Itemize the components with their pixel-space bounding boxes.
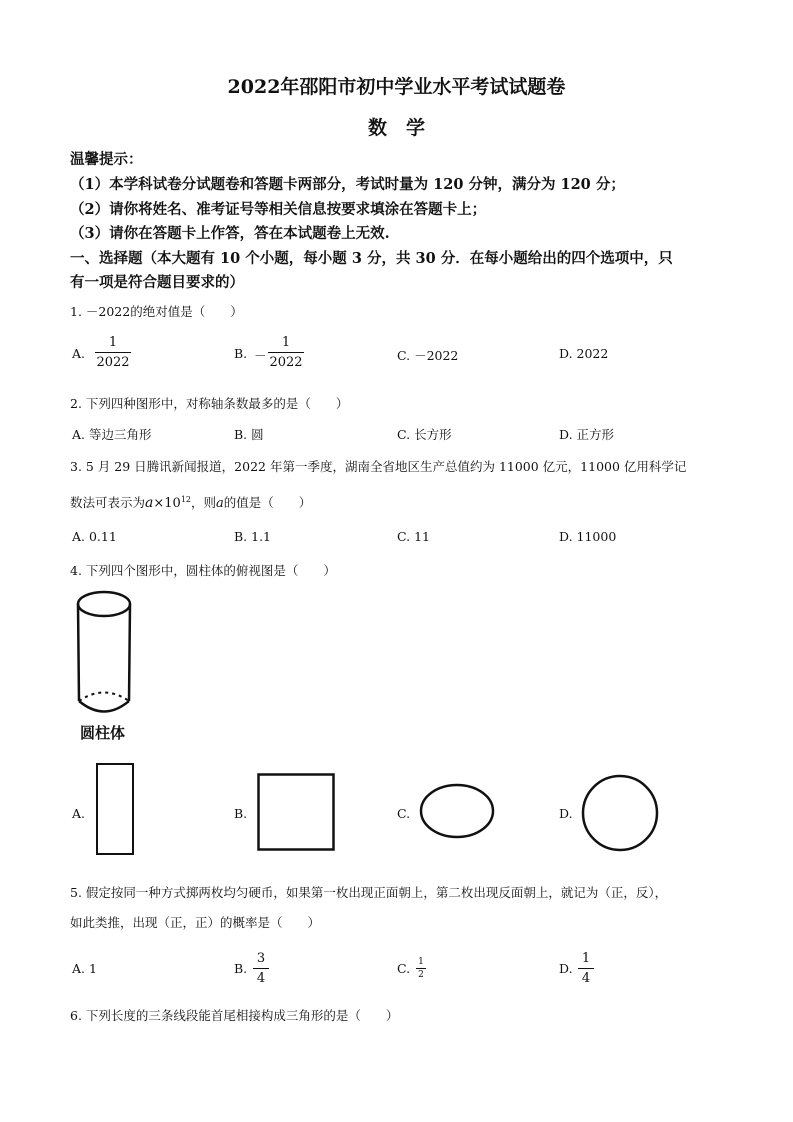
- q6-stem: 6. 下列长度的三条线段能首尾相接构成三角形的是（ ）: [70, 1008, 399, 1023]
- q5-option-d-fraction: [578, 950, 594, 987]
- q1-option-b-denominator: 2022: [269, 355, 303, 370]
- q3-exponent: 12: [180, 494, 191, 504]
- q5-option-b-numerator: 3: [256, 951, 266, 966]
- q1-option-a-label: A.: [72, 346, 86, 361]
- q5-option-c-label: C.: [397, 961, 411, 976]
- q1-option-d: D. 2022: [559, 346, 609, 361]
- q5-option-d-denominator: 4: [581, 971, 591, 986]
- q3-option-d: D. 11000: [559, 529, 617, 544]
- q1-option-b-fraction: [268, 334, 304, 371]
- q5-option-b-label: B.: [234, 961, 248, 976]
- q1-option-a-fraction: [95, 334, 131, 371]
- cylinder-caption: 圆柱体: [80, 724, 126, 742]
- q3-var-a: a: [145, 495, 154, 511]
- exam-title: 2022年邵阳市初中学业水平考试试题卷: [227, 76, 566, 98]
- q4-option-c-label: C.: [397, 806, 411, 821]
- q3-stem-pre: 数法可表示为: [70, 495, 146, 510]
- q4-option-b-square: [257, 773, 337, 853]
- q3-stem-post: 的值是（ ）: [223, 495, 312, 510]
- section-heading-line1: 一、选择题（本大题有 10 个小题，每小题 3 分，共 30 分．在每小题给出的四个选项中，只: [70, 250, 673, 267]
- q5-option-c-denominator: 2: [418, 970, 424, 980]
- q5-option-d-numerator: 1: [581, 951, 591, 966]
- tips-heading: 温馨提示：: [70, 151, 143, 168]
- q4-option-d-label: D.: [559, 806, 573, 821]
- q3-option-b: B. 1.1: [234, 529, 272, 544]
- q5-stem-line1: 5. 假定按同一种方式掷两枚均匀硬币，如果第一枚出现正面朝上，第二枚出现反面朝上，就记为（正，反），: [70, 885, 668, 900]
- q3-times-ten: ×10: [153, 496, 181, 511]
- q3-option-c: C. 11: [397, 529, 430, 544]
- q1-option-b-label: B.: [234, 346, 248, 361]
- tip-2: （2）请你将姓名、准考证号等相关信息按要求填涂在答题卡上；: [70, 201, 487, 218]
- tip-1: （1）本学科试卷分试题卷和答题卡两部分，考试时量为 120 分钟，满分为 120 分；: [70, 176, 625, 193]
- q4-option-c-ellipse: [419, 783, 497, 841]
- q2-stem: 2. 下列四种图形中，对称轴条数最多的是（ ）: [70, 396, 349, 411]
- tip-3: （3）请你在答题卡上作答，答在本试题卷上无效.: [70, 225, 390, 242]
- q5-option-b-denominator: 4: [256, 971, 266, 986]
- q2-option-d: D. 正方形: [559, 427, 615, 442]
- q1-option-c: C. －2022: [397, 348, 459, 363]
- q2-option-b: B. 圆: [234, 427, 264, 442]
- q5-stem-line2: 如此类推，出现（正，正）的概率是（ ）: [70, 915, 321, 930]
- q5-option-a: A. 1: [72, 961, 97, 976]
- section-heading-line2: 有一项是符合题目要求的）: [70, 274, 244, 291]
- q1-option-b-numerator: 1: [281, 335, 291, 350]
- q4-stem: 4. 下列四个图形中，圆柱体的俯视图是（ ）: [70, 563, 336, 578]
- q3-stem-line2: [70, 493, 311, 511]
- q5-option-b-fraction: [253, 950, 269, 987]
- subject-title: 数 学: [367, 117, 425, 139]
- q1-option-b-sign: －: [254, 348, 267, 363]
- q4-option-b-label: B.: [234, 806, 248, 821]
- q5-option-d-label: D.: [559, 961, 573, 976]
- q1-option-a-numerator: 1: [108, 335, 118, 350]
- q3-option-a: A. 0.11: [72, 529, 117, 544]
- cylinder-figure: [72, 588, 142, 723]
- q2-option-c: C. 长方形: [397, 427, 452, 442]
- q3-stem-line1: 3. 5 月 29 日腾讯新闻报道，2022 年第一季度，湖南全省地区生产总值约为 11000 亿元，11000 亿用科学记: [70, 459, 687, 474]
- q4-option-a-label: A.: [72, 806, 86, 821]
- q5-option-c-fraction: [416, 957, 426, 980]
- q3-stem-mid: ，则: [191, 495, 217, 510]
- q1-option-a-denominator: 2022: [96, 355, 130, 370]
- q5-option-c-numerator: 1: [418, 957, 424, 967]
- q1-stem: 1. －2022的绝对值是（ ）: [70, 304, 243, 319]
- q2-option-a: A. 等边三角形: [72, 427, 152, 442]
- q3-var-a-2: a: [216, 496, 224, 511]
- q4-option-d-circle: [581, 773, 661, 853]
- q4-option-a-rectangle: [96, 763, 136, 858]
